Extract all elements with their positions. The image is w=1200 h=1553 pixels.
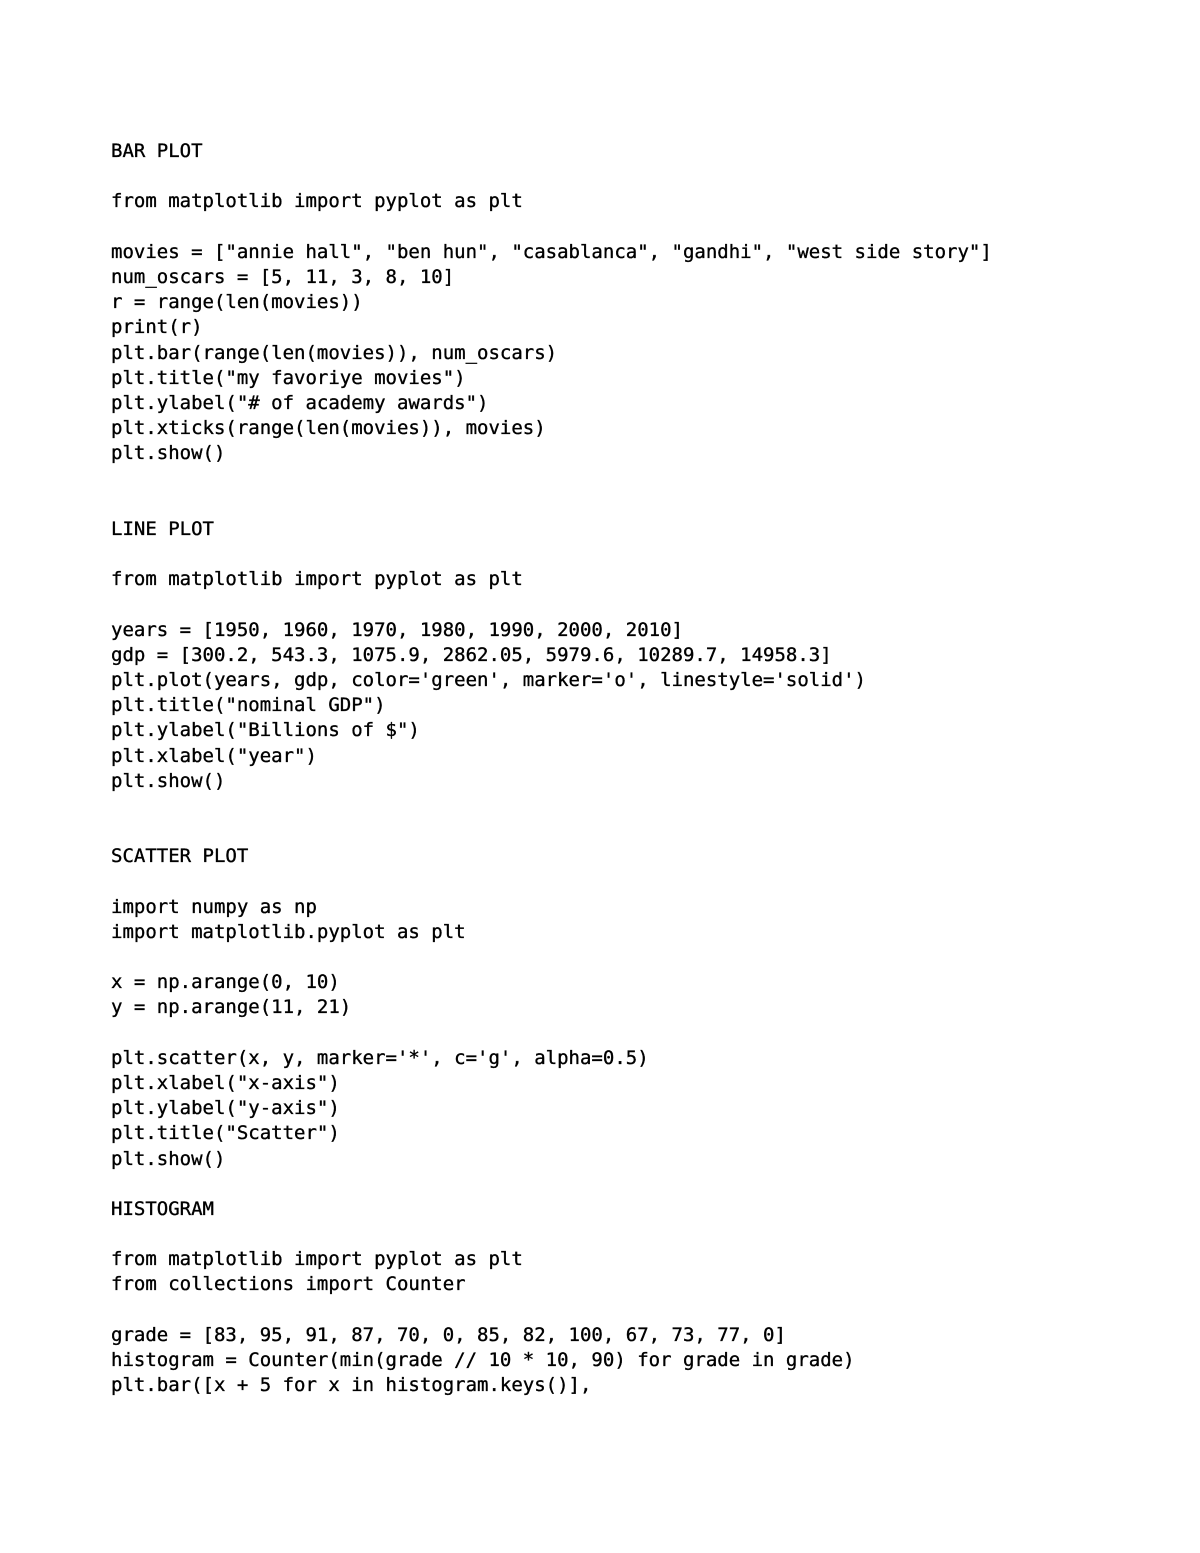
section-heading: SCATTER PLOT: [111, 845, 249, 868]
code-line: years = [1950, 1960, 1970, 1980, 1990, 2000, 2010]: [111, 618, 683, 641]
code-line: plt.bar([x + 5 for x in histogram.keys()],: [111, 1374, 592, 1397]
code-line: plt.xlabel("year"): [111, 744, 317, 767]
code-line: plt.plot(years, gdp, color='green', marker='o', linestyle='solid'): [111, 668, 866, 691]
section-heading: BAR PLOT: [111, 140, 203, 162]
section-heading: LINE PLOT: [111, 517, 214, 540]
code-line: gdp = [300.2, 543.3, 1075.9, 2862.05, 5979.6, 10289.7, 14958.3]: [111, 643, 832, 666]
code-line: movies = ["annie hall", "ben hun", "casablanca", "gandhi", "west side story"]: [111, 240, 992, 263]
code-line: plt.scatter(x, y, marker='*', c='g', alpha=0.5): [111, 1046, 649, 1069]
section-scatter-plot: [111, 844, 1151, 1171]
code-line: from matplotlib import pyplot as plt: [111, 1248, 523, 1271]
section-histogram: [111, 1197, 1151, 1399]
code-line: x = np.arange(0, 10): [111, 971, 340, 994]
section-bar-plot: [111, 139, 1151, 466]
code-line: plt.title("Scatter"): [111, 1122, 340, 1145]
code-line: plt.title("my favoriye movies"): [111, 366, 466, 389]
code-line: plt.show(): [111, 1147, 226, 1170]
code-line: from matplotlib import pyplot as plt: [111, 190, 523, 213]
code-line: plt.title("nominal GDP"): [111, 694, 386, 717]
code-line: r = range(len(movies)): [111, 291, 363, 314]
code-line: plt.xlabel("x-axis"): [111, 1071, 340, 1094]
document-page: [111, 139, 1151, 1398]
code-line: from collections import Counter: [111, 1273, 466, 1296]
code-line: import numpy as np: [111, 895, 317, 918]
section-line-plot: [111, 517, 1151, 794]
code-line: from matplotlib import pyplot as plt: [111, 568, 523, 591]
code-line: plt.ylabel("# of academy awards"): [111, 391, 489, 414]
code-line: y = np.arange(11, 21): [111, 996, 352, 1019]
code-line: plt.bar(range(len(movies)), num_oscars): [111, 341, 558, 364]
code-line: print(r): [111, 316, 203, 339]
code-line: plt.show(): [111, 769, 226, 792]
code-line: plt.ylabel("y-axis"): [111, 1097, 340, 1120]
code-line: plt.xticks(range(len(movies)), movies): [111, 417, 546, 440]
code-line: num_oscars = [5, 11, 3, 8, 10]: [111, 265, 455, 288]
section-heading: HISTOGRAM: [111, 1197, 214, 1220]
code-line: grade = [83, 95, 91, 87, 70, 0, 85, 82, 100, 67, 73, 77, 0]: [111, 1323, 786, 1346]
code-line: histogram = Counter(min(grade // 10 * 10, 90) for grade in grade): [111, 1349, 855, 1372]
code-line: import matplotlib.pyplot as plt: [111, 920, 466, 943]
code-line: plt.show(): [111, 442, 226, 465]
code-line: plt.ylabel("Billions of $"): [111, 719, 420, 742]
